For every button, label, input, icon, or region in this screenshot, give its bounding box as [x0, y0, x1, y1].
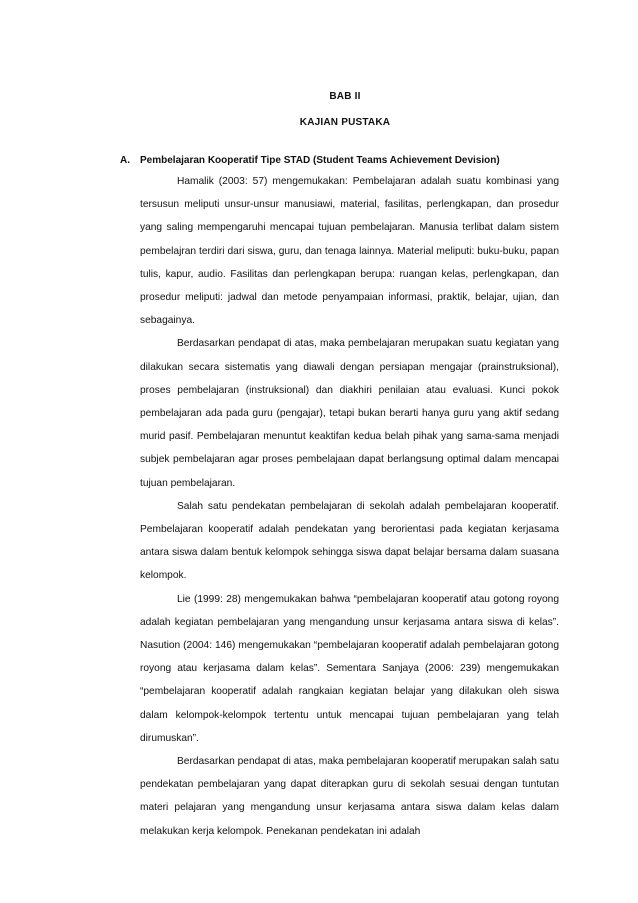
paragraph-5: Berdasarkan pendapat di atas, maka pembelajaran kooperatif merupakan salah satu pendekatan pembelajaran yang dapat diterapkan guru di sekolah sesuai dengan tuntutan materi pelajaran yang mengandung unsur kerjasama antara siswa dalam kelas dalam melakukan kerja kelompok. Penekanan pendekatan ini adalah: [140, 756, 559, 837]
paragraph-2: Berdasarkan pendapat di atas, maka pembelajaran merupakan suatu kegiatan yang dilakukan secara sistematis yang diawali dengan persiapan mengajar (prainstruksional), proses pembelajaran (instruksional) dan diakhiri penilaian atau evaluasi. Kunci pokok pembelajaran ada pada guru (pengajar), tetapi bukan berarti hanya guru yang aktif sedang murid pasif. Pembelajaran menuntut keaktifan kedua belah pihak yang sama-sama menjadi subjek pembelajaran agar proses pembelajaan dapat berlangsung optimal dalam mencapai tujuan pembelajaran.: [140, 338, 559, 489]
chapter-number: BAB II: [329, 91, 361, 102]
section-heading: [120, 155, 560, 166]
paragraph-1: Hamalik (2003: 57) mengemukakan: Pembelajaran adalah suatu kombinasi yang tersusun meliputi unsur-unsur manusiawi, material, fasilitas, perlengkapan, dan prosedur yang saling mempengaruhi mencapai tujuan pembelajaran. Manusia terlibat dalam sistem pembelajran terdiri dari siswa, guru, dan tenaga lainnya. Material meliputi: buku-buku, papan tulis, kapur, audio. Fasilitas dan perlengkapan berupa: ruangan kelas, perlengkapan, dan prosedur meliputi: jadwal dan metode penyampaian informasi, praktik, belajar, ujian, dan sebagainya.: [140, 176, 559, 327]
paragraph-3: Salah satu pendekatan pembelajaran di sekolah adalah pembelajaran kooperatif. Pembelajaran kooperatif adalah pendekatan yang berorientasi pada kegiatan kerjasama antara siswa dalam bentuk kelompok sehingga siswa dapat belajar bersama dalam suasana kelompok.: [140, 500, 559, 582]
body-text: [140, 170, 559, 843]
paragraph-4: Lie (1999: 28) mengemukakan bahwa “pembelajaran kooperatif atau gotong royong adalah kegiatan pembelajaran yang mengandung unsur kerjasama antara siswa di kelas”. Nasution (2004: 146) mengemukakan “pembelajaran kooperatif adalah pembelajaran gotong royong atau kerjasama dalam kelas”. Sementara Sanjaya (2006: 239) mengemukakan “pembelajaran kooperatif adalah rangkaian kegiatan belajar yang dilakukan oleh siswa dalam kelompok-kelompok tertentu untuk mencapai tujuan pembelajaran yang telah dirumuskan”.: [140, 593, 559, 744]
section-title: Pembelajaran Kooperatif Tipe STAD (Student Teams Achievement Devision): [140, 155, 500, 166]
section-number: A.: [120, 155, 130, 166]
chapter-title: KAJIAN PUSTAKA: [299, 117, 391, 128]
